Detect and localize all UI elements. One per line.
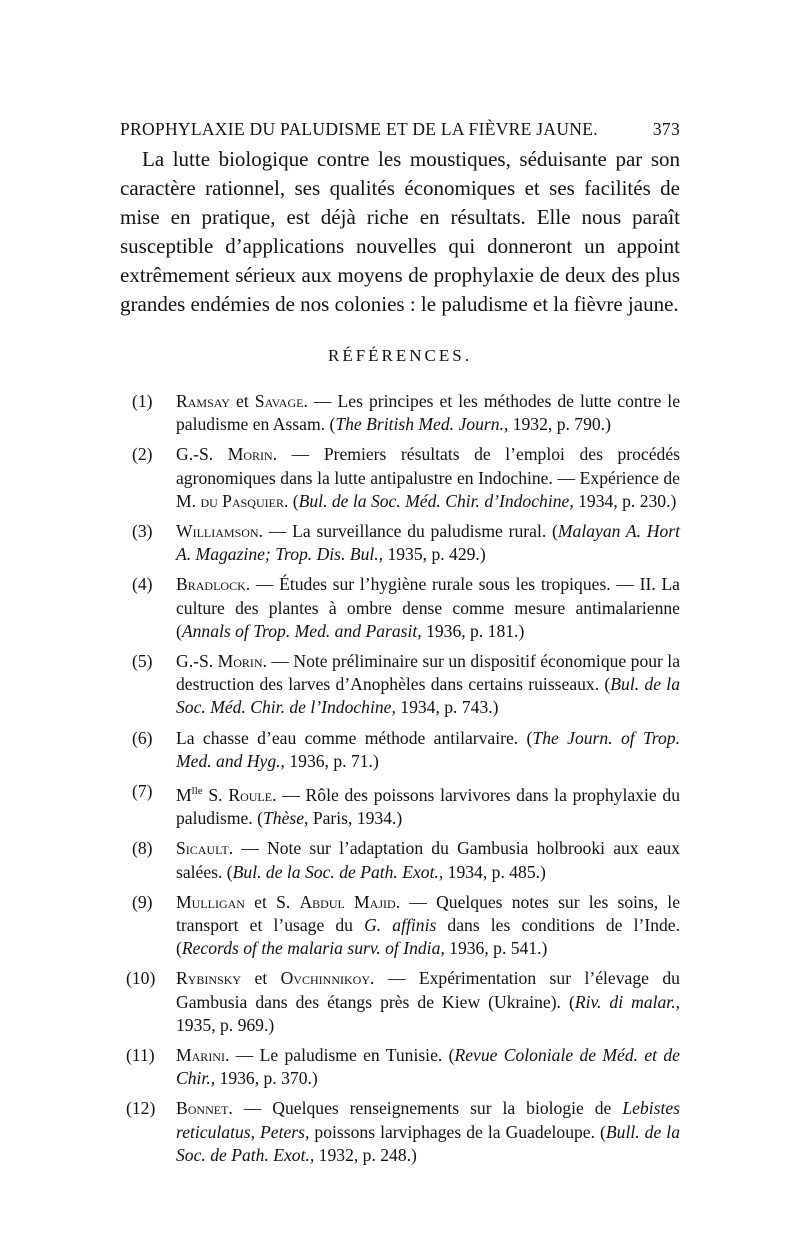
reference-text: M	[176, 784, 192, 805]
reference-text: Bradlock	[176, 574, 246, 595]
reference-text: lle	[191, 785, 203, 798]
references-list	[120, 390, 680, 1167]
page-number: 373	[652, 119, 680, 139]
reference-number: (2)	[132, 444, 153, 465]
reference-item	[120, 727, 680, 773]
reference-number: (10)	[126, 968, 156, 989]
reference-number: (5)	[132, 651, 153, 672]
reference-text: Savage	[254, 391, 304, 411]
reference-text: 1935, p. 969.)	[176, 1014, 275, 1035]
reference-text: . — Quelques renseignements sur la biologie de	[228, 1098, 623, 1119]
reference-text: et	[241, 968, 281, 989]
reference-number: (3)	[132, 521, 153, 542]
reference-item	[120, 1097, 680, 1167]
reference-text: G.-S.	[176, 651, 218, 672]
reference-text: . — Le paludisme en Tunisie. (	[224, 1044, 455, 1065]
reference-text: 1936, p. 181.)	[421, 620, 525, 641]
page	[120, 117, 680, 1174]
reference-text: . — Rôle des poissons larvivores dans la prophylaxie du paludisme. (	[176, 784, 680, 829]
running-title: PROPHYLAXIE DU PALUDISME ET DE LA FIÈVRE JAUNE.	[120, 119, 598, 139]
reference-item	[120, 780, 680, 830]
reference-text: et S.	[244, 891, 300, 912]
reference-text: 1934, p. 743.)	[395, 697, 499, 718]
reference-text: Rybinsky	[176, 968, 242, 989]
reference-text: dans les conditions de l’Inde. (	[176, 914, 680, 959]
reference-text: Bul. de la Soc. Méd. Chir. d’Indochine,	[298, 490, 574, 511]
reference-number: (7)	[132, 781, 153, 802]
reference-text: . — Études sur l’hygiène rurale sous les tropiques. — II. La culture des plantes à ombre dense comme mesure antimalarienne (	[176, 574, 680, 641]
reference-text: Revue Coloniale de Méd. et de Chir.,	[176, 1044, 680, 1089]
reference-text: The Journ. of Trop. Med. and Hyg.,	[176, 727, 680, 771]
reference-number: (9)	[132, 891, 153, 912]
reference-text: Bull. de la Soc. de Path. Exot.,	[176, 1121, 680, 1165]
references-title: RÉFÉRENCES.	[328, 346, 472, 365]
reference-text: Mulligan	[176, 891, 245, 912]
reference-text: G.-S.	[176, 444, 228, 465]
reference-text: . — Premiers résultats de l’emploi des procédés agronomiques dans la lutte antipalustre en Indochine. — Expérience de M.	[176, 444, 680, 511]
reference-text: Ovchinnikoy	[280, 968, 371, 989]
reference-text: . — La surveillance du paludisme rural. (	[258, 521, 558, 542]
reference-text: Riv. di malar.,	[574, 991, 680, 1012]
reference-item	[120, 520, 680, 566]
reference-text: Marini	[176, 1044, 225, 1065]
reference-item	[120, 967, 680, 1037]
reference-text: Sicault	[176, 838, 229, 859]
reference-text: 1934, p. 230.)	[573, 490, 677, 511]
reference-item	[120, 573, 680, 643]
reference-item	[120, 650, 680, 720]
reference-text: Malayan A. Hort A. Magazine; Trop. Dis. Bul.,	[176, 521, 681, 565]
reference-text: La chasse d’eau comme méthode antilarvaire. (	[176, 727, 533, 748]
reference-text: Thèse,	[262, 808, 309, 829]
reference-text: du Pasquier	[200, 490, 284, 511]
reference-text: G. affinis	[364, 914, 437, 935]
reference-text: 1935, p. 429.)	[383, 544, 486, 565]
reference-text: Roule	[228, 784, 273, 805]
reference-item	[120, 891, 680, 961]
reference-text: 1936, p. 370.)	[215, 1068, 318, 1089]
reference-text: . — Note sur l’adaptation du Gambusia holbrooki aux eaux salées. (	[176, 838, 680, 882]
reference-text: 1936, p. 541.)	[444, 938, 548, 959]
reference-text: . — Expérimentation sur l’élevage du Gambusia dans des étangs près de Kiew (Ukraine). (	[176, 968, 680, 1012]
reference-item	[120, 1044, 680, 1090]
reference-text: Bul. de la Soc. de Path. Exot.,	[232, 861, 444, 882]
body-paragraph: La lutte biologique contre les moustiques, séduisante par son caractère rationnel, ses qualités économiques et ses facilités de mise en pratique, est déjà riche en résultats. Elle nous paraît susceptible d’applications nouvelles qui donneront un appoint extrêmement sérieux aux moyens de prophylaxie de deux des plus grandes endémies de nos colonies : le paludisme et la fièvre jaune.	[120, 147, 680, 316]
reference-text: Bul. de la Soc. Méd. Chir. de l’Indochine,	[176, 674, 680, 718]
reference-number: (1)	[132, 391, 153, 411]
reference-text: Bonnet	[176, 1098, 229, 1119]
reference-item	[120, 837, 680, 883]
reference-text: 1934, p. 485.)	[443, 861, 546, 882]
reference-text: Morin	[217, 651, 263, 672]
reference-text: . — Note préliminaire sur un dispositif économique pour la destruction des larves d’Anophèles dans certains ruisseaux. (	[176, 651, 681, 695]
reference-text: . — Quelques notes sur les soins, le transport et l’usage du	[176, 891, 681, 935]
reference-text: Lebistes reticulatus, Peters,	[176, 1098, 680, 1142]
reference-text: . — Les principes et les méthodes de lutte contre le paludisme en Assam. (	[176, 391, 680, 435]
reference-number: (4)	[132, 574, 153, 595]
reference-text: poissons larviphages de la Guadeloupe. (	[309, 1121, 606, 1142]
reference-number: (6)	[132, 727, 153, 748]
reference-text: 1936, p. 71.)	[284, 750, 379, 771]
reference-text: . (	[283, 490, 299, 511]
reference-text: Morin	[227, 444, 273, 465]
reference-text: 1932, p. 248.)	[314, 1144, 417, 1165]
reference-text: Paris, 1934.)	[308, 808, 403, 829]
reference-text: S.	[202, 784, 229, 805]
reference-text: Abdul Majid	[299, 891, 396, 912]
reference-number: (8)	[132, 838, 153, 859]
reference-text: et	[229, 391, 255, 411]
reference-text: Records of the malaria surv. of India,	[181, 938, 445, 959]
reference-number: (11)	[126, 1044, 155, 1065]
reference-text: Williamson	[176, 521, 259, 542]
reference-text: 1932, p. 790.)	[508, 414, 611, 435]
reference-text: The British Med. Journ.,	[335, 414, 509, 435]
reference-item	[120, 443, 680, 513]
reference-number: (12)	[126, 1098, 156, 1119]
reference-text: Annals of Trop. Med. and Parasit,	[181, 620, 422, 641]
running-head	[120, 117, 680, 141]
reference-item	[120, 390, 680, 436]
reference-text: Ramsay	[176, 391, 230, 411]
